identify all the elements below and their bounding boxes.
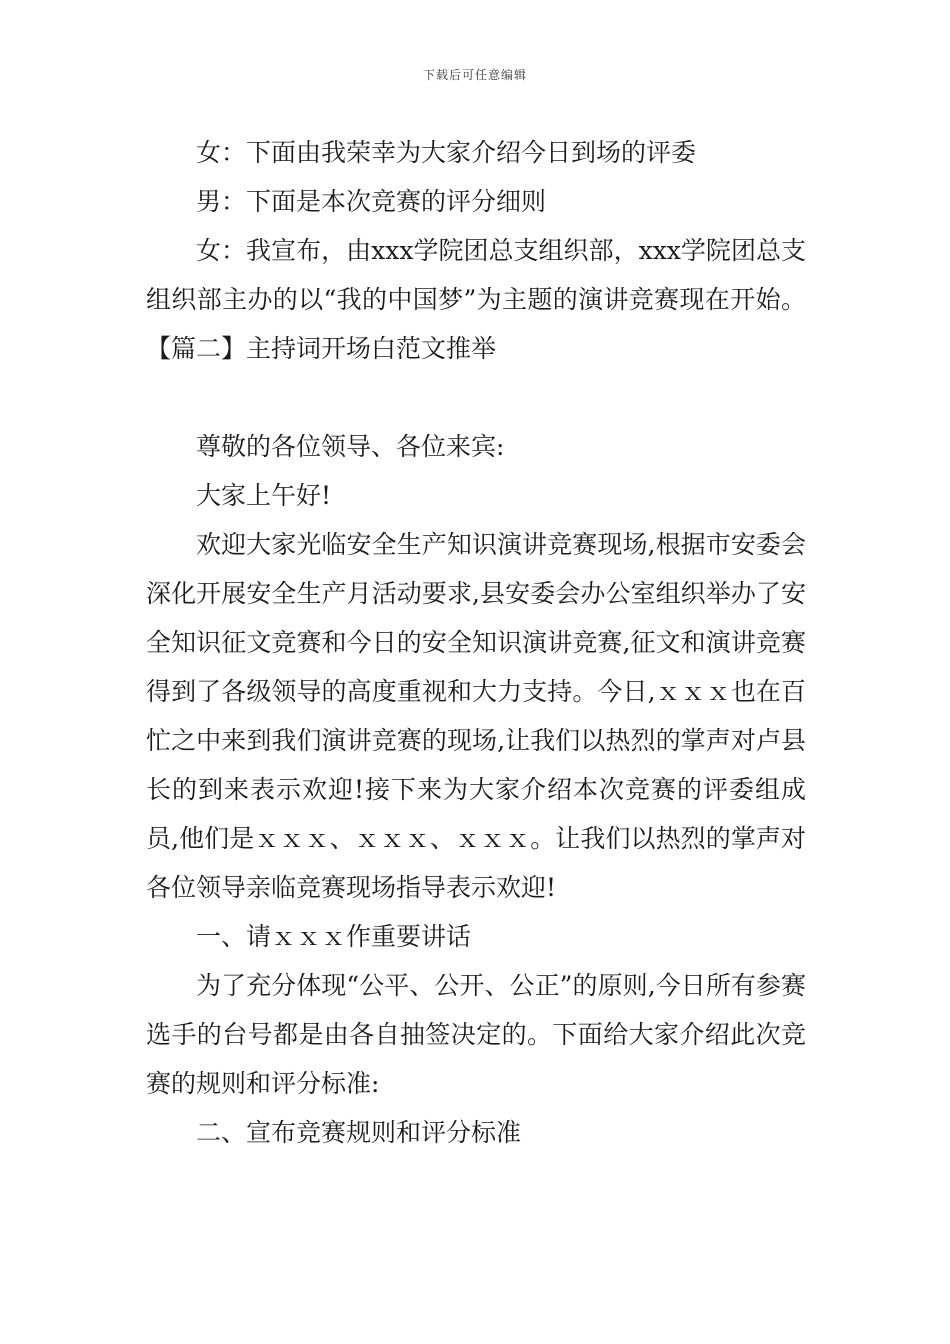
paragraph: 大家上午好! <box>196 481 332 510</box>
document-body <box>146 128 806 1157</box>
paragraph: 一、请ｘｘｘ作重要讲话 <box>196 922 472 951</box>
paragraph: 欢迎大家光临安全生产知识演讲竞赛现场,根据市安委会深化开展安全生产月活动要求,县安委会办公室组织举办了安全知识征文竞赛和今日的安全知识演讲竞赛,征文和演讲竞赛得到了各级领导的高度重视和大力支持。今日,ｘｘｘ也在百忙之中来到我们演讲竞赛的现场,让我们以热烈的掌声对卢县长的到来表示欢迎!接下来为大家介绍本次竞赛的评委组成员,他们是ｘｘｘ、ｘｘｘ、ｘｘｘ。让我们以热烈的掌声对各位领导亲临竞赛现场指导表示欢迎! <box>146 530 806 902</box>
paragraph: 尊敬的各位领导、各位来宾: <box>196 432 505 461</box>
paragraph-gap <box>146 373 806 422</box>
paragraph: 为了充分体现“公平、公开、公正”的原则,今日所有参赛选手的台号都是由各自抽签决定的。下面给大家介绍此次竞赛的规则和评分标准: <box>146 971 806 1098</box>
paragraph: 二、宣布竞赛规则和评分标准 <box>196 1118 522 1147</box>
paragraph: 女：我宣布，由xxx学院团总支组织部，xxx学院团总支组织部主办的以“我的中国梦”为主题的演讲竞赛现在开始。【篇二】主持词开场白范文推举 <box>146 236 806 363</box>
header-note: 下载后可任意编辑 <box>422 68 527 82</box>
paragraph: 女：下面由我荣幸为大家介绍今日到场的评委 <box>196 138 697 167</box>
paragraph: 男：下面是本次竞赛的评分细则 <box>196 187 547 216</box>
